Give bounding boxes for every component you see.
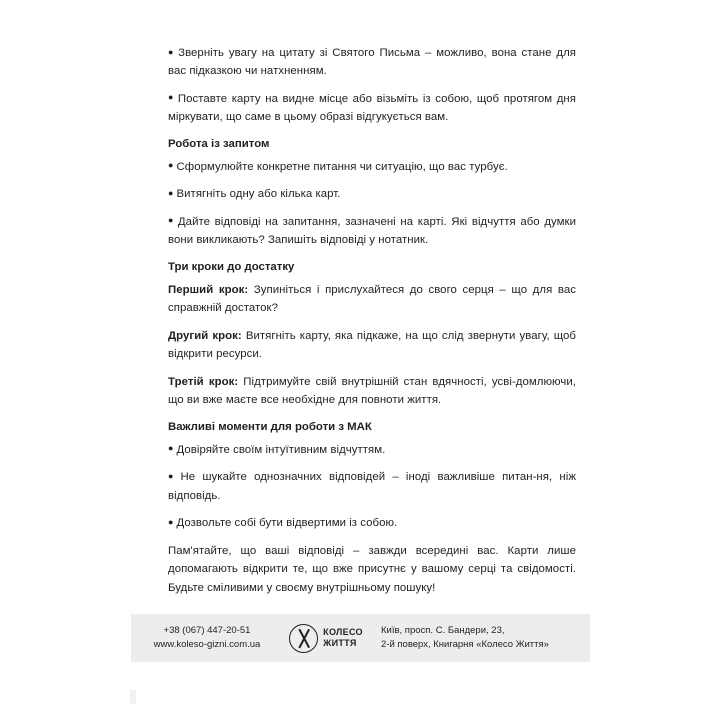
footer-website[interactable]: www.koleso-gizni.com.ua xyxy=(153,639,261,650)
step-item xyxy=(168,373,576,410)
list-item-text: Зверніть увагу на цитату зі Святого Письма – можливо, вона стане для вас підказкою чи натхненням. xyxy=(168,47,576,78)
list-item xyxy=(168,90,576,127)
step-label: Третій крок: xyxy=(168,375,239,388)
step-item xyxy=(168,281,576,318)
brand-name-line2: ЖИТТЯ xyxy=(323,638,357,648)
footer-address-line2: 2-й поверх, Книгарня «Колесо Життя» xyxy=(381,639,549,650)
list-item-text: Дайте відповіді на запитання, зазначені на карті. Які відчуття або думки вони викликають? Запишіть відповіді у нотатник. xyxy=(168,215,576,247)
step-item xyxy=(168,327,576,364)
step-label: Другий крок: xyxy=(168,329,242,342)
bullet-icon: ● xyxy=(168,92,175,103)
footer-phone: +38 (067) 447-20-51 xyxy=(163,625,251,637)
bullet-icon: ● xyxy=(168,443,174,454)
bullet-icon: ● xyxy=(168,215,175,226)
brand-logo xyxy=(283,624,369,653)
section-heading: Робота із запитом xyxy=(168,137,270,150)
footer-address xyxy=(369,624,590,652)
step-text: Зупиніться і прислухайтеся до свого серця – що для вас справжній достаток? xyxy=(168,283,576,315)
list-item-text: Поставте карту на видне місце або візьміть із собою, щоб протягом дня міркувати, що саме в цьому образі відгукується вам. xyxy=(168,92,576,124)
list-item-text: Сформулюйте конкретне питання чи ситуацію, що вас турбує. xyxy=(176,160,508,173)
bullet-icon: ● xyxy=(168,187,174,198)
brand-logo-text xyxy=(323,627,363,649)
brand-name-line1: КОЛЕСО xyxy=(323,627,363,638)
section-heading: Три кроки до достатку xyxy=(168,260,295,273)
closing-paragraph: Пам'ятайте, що ваші відповіді – завжди всередині вас. Карти лише допомагають відкрити те, що вже присутнє у вашому серці та свідомості. Будьте сміливими у своєму внутрішньому пошуку! xyxy=(168,544,576,594)
bullet-icon: ● xyxy=(168,160,174,171)
footer-address-line1: Київ, просп. С. Бандери, 23, xyxy=(381,625,505,637)
bullet-icon: ● xyxy=(168,516,174,527)
bullet-icon: ● xyxy=(168,470,178,481)
list-item xyxy=(168,213,576,250)
step-label: Перший крок: xyxy=(168,283,249,296)
step-text: Підтримуйте свій внутрішній стан вдячності, усві-домлюючи, що ви вже маєте все необхідне для повноти життя. xyxy=(168,375,576,407)
list-item-text: Довіряйте своїм інтуїтивним відчуттям. xyxy=(176,443,386,456)
list-item xyxy=(168,158,576,176)
list-item xyxy=(168,44,576,81)
list-item xyxy=(168,514,576,532)
list-item-text: Дозвольте собі бути відвертими із собою. xyxy=(176,517,398,530)
list-item xyxy=(168,185,576,203)
list-item-text: Витягніть одну або кілька карт. xyxy=(176,188,341,201)
list-item-text: Не шукайте однозначних відповідей – іноді важливіше питан-ня, ніж відповідь. xyxy=(168,471,576,502)
wheel-icon xyxy=(289,624,318,653)
section-heading: Важливі моменти для роботи з МАК xyxy=(168,420,372,433)
page-footer xyxy=(131,614,590,662)
list-item xyxy=(168,468,576,505)
step-text: Витягніть карту, яка підкаже, на що слід звернути увагу, щоб відкрити ресурси. xyxy=(168,329,576,361)
bullet-icon: ● xyxy=(168,46,176,57)
list-item xyxy=(168,441,576,459)
footer-contacts xyxy=(131,624,283,652)
page-edge-mark xyxy=(130,690,136,704)
document-content xyxy=(168,44,576,606)
